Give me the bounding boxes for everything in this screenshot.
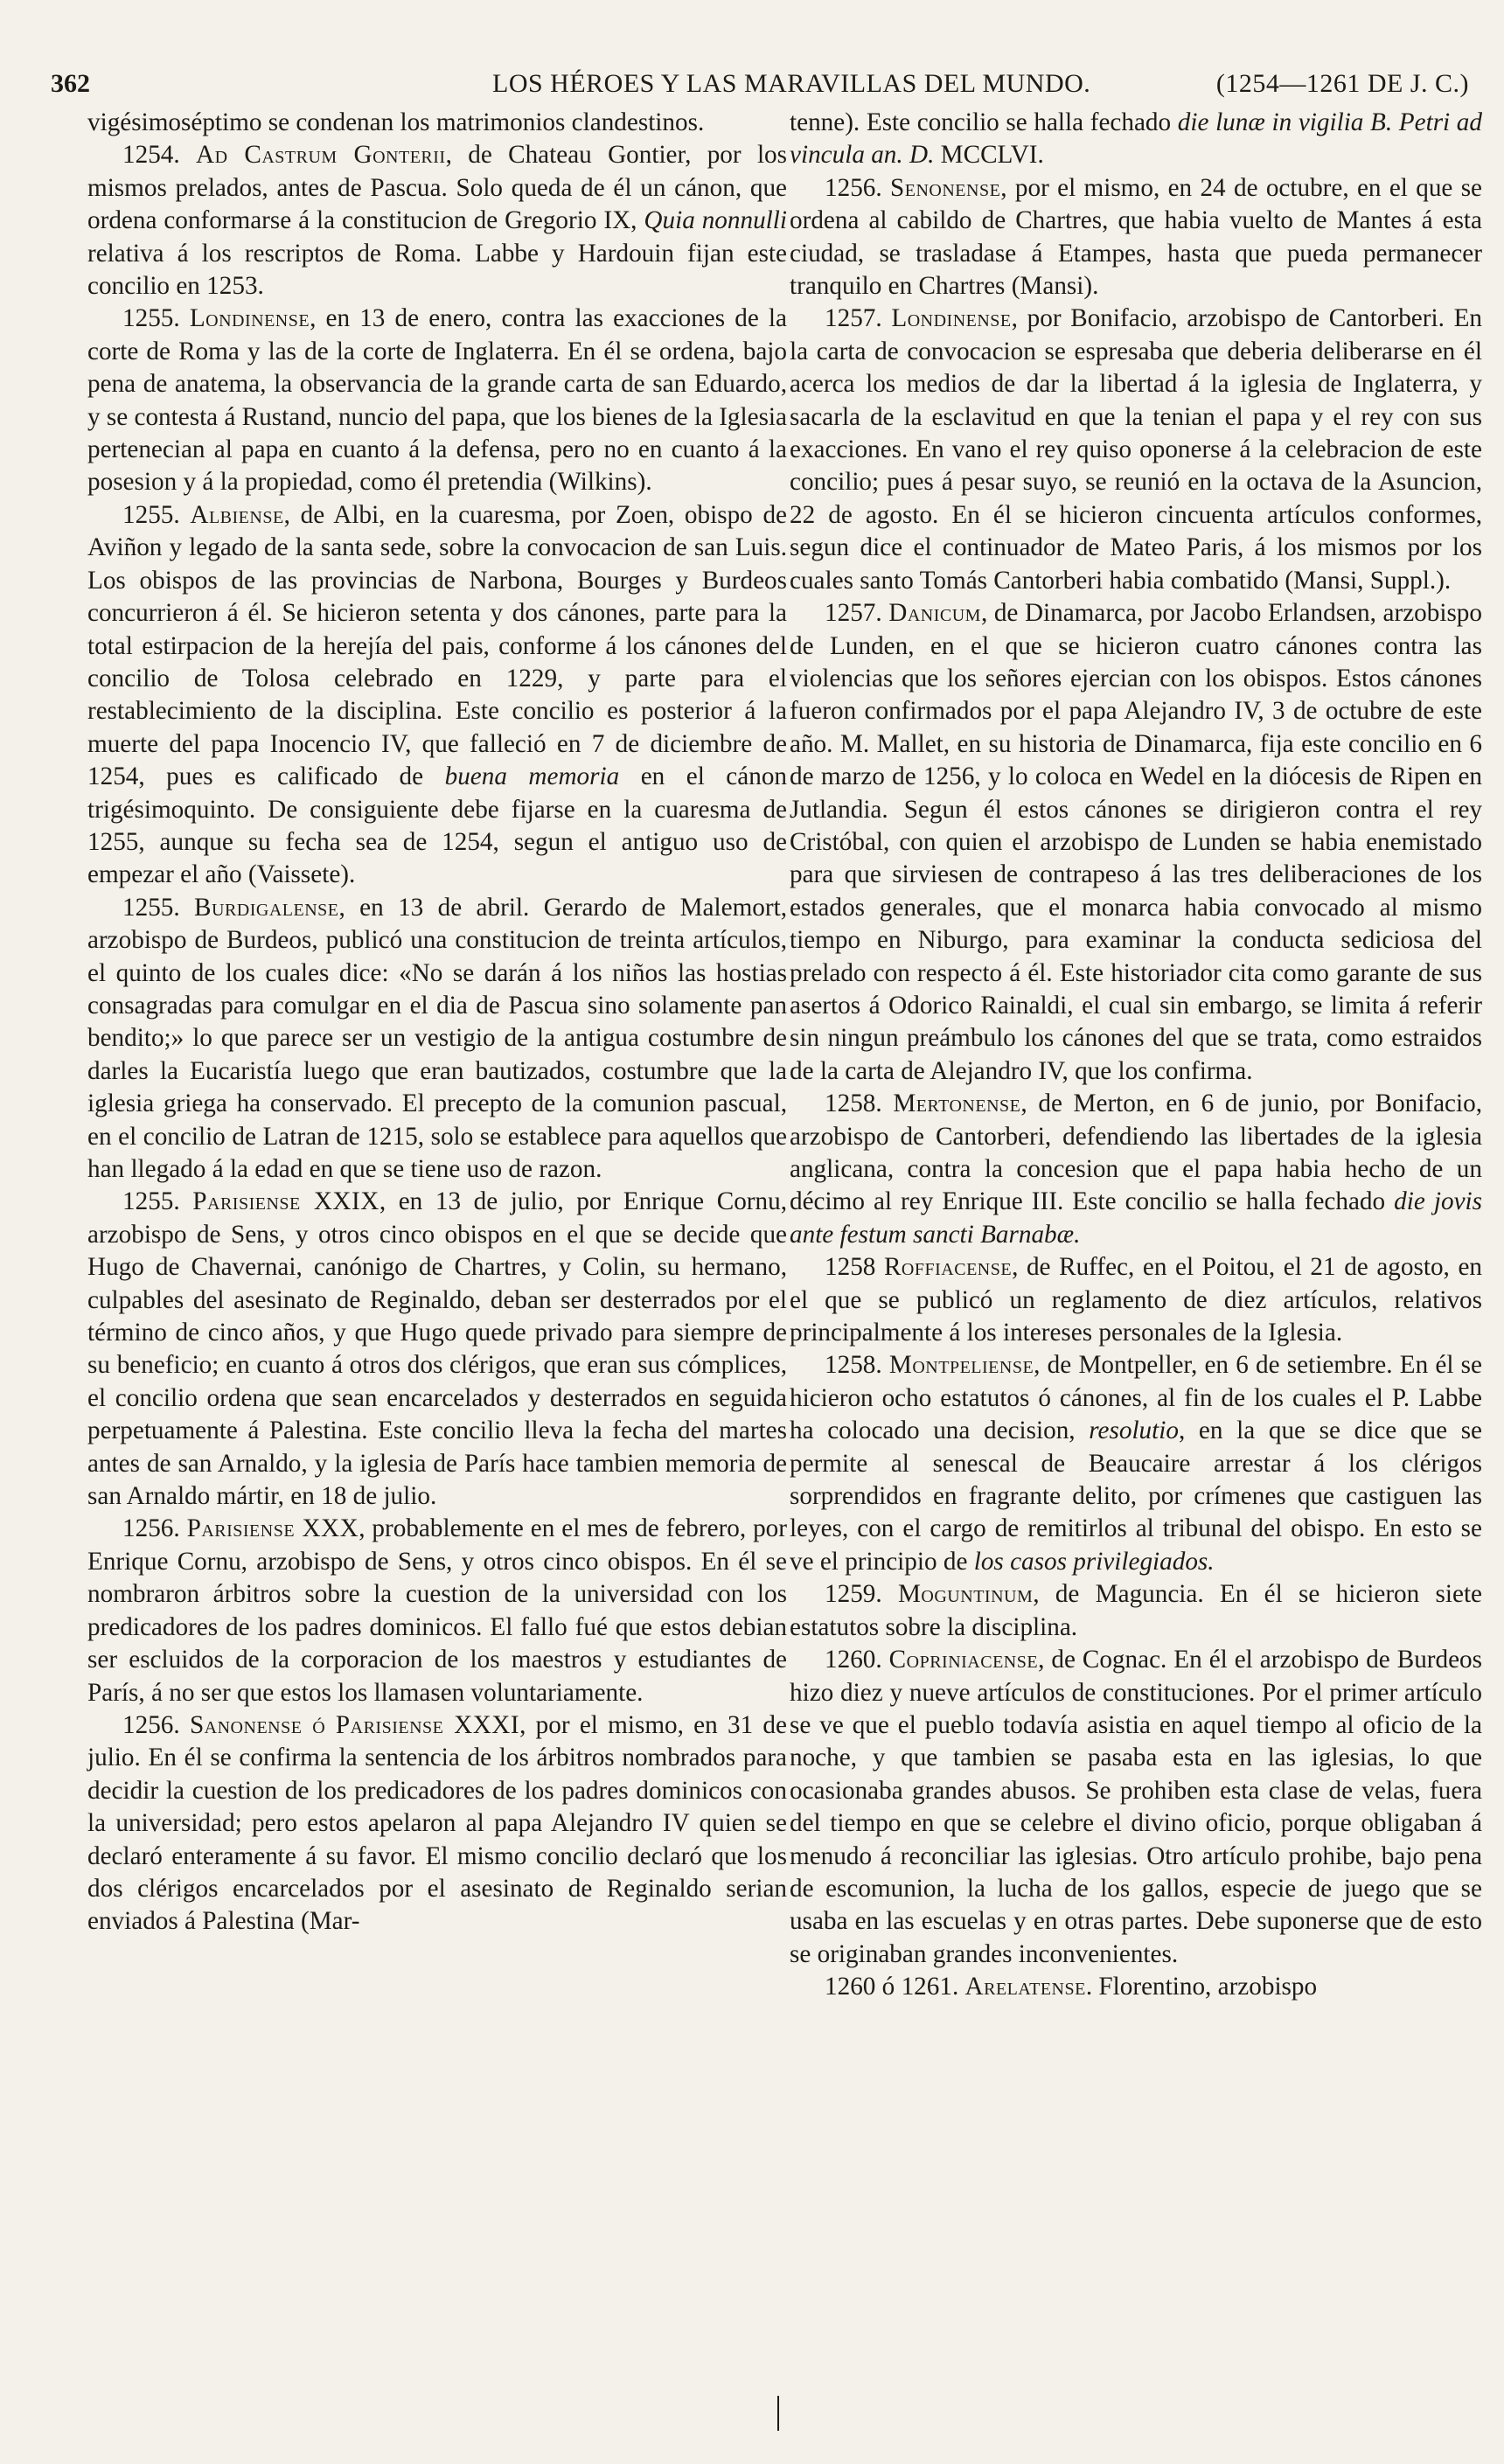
entry-year: 1258.: [825, 1351, 882, 1380]
paragraph-text: vigésimoséptimo se condenan los matrimonios clandestinos.: [87, 108, 705, 136]
council-entry: [87, 1186, 787, 1513]
council-entry: [790, 303, 1482, 597]
entry-text: , por Bonifacio, arzobispo de Cantorberi. En la carta de convocacion se espresaba que deberia deliberarse en él acerca los medios de dar la libertad á la iglesia de Inglaterra, y sacarla de la esclavitud en que la tenian el papa y el rey con sus exacciones. En vano el rey quiso oponerse á la celebracion de este concilio; pues á pesar suyo, se reunió en la octava de la Asuncion, 22 de agosto. En él se hicieron cincuenta artículos conformes, segun dice el continuador de Mateo Paris, á los mismos por los cuales santo Tomás Cantorberi habia combatido (Mansi, Suppl.).: [790, 304, 1483, 595]
entry-text: , de Chateau Gontier, por los mismos prelados, antes de Pascua. Solo queda de él un cánon, que ordena conformarse á la constitucion de Gregorio IX,: [87, 141, 788, 235]
entry-text: , de Maguncia. En él se hicieron siete estatutos sobre la disciplina.: [790, 1580, 1483, 1641]
council-name: Senonense: [890, 173, 1001, 202]
entry-text: MCCLVI.: [940, 141, 1044, 170]
entry-year: 1255.: [122, 500, 180, 529]
entry-text: , de Dinamarca, por Jacobo Erlandsen, arzobispo de Lunden, en el que se hicieron cuatro cánones contra las violencias que los señores ejercian con los obispos. Estos cánones fueron confirmados por el papa Alejandro IV, 3 de octubre de este año. M. Mallet, en su historia de Dinamarca, fija este concilio en 6 de marzo de 1256, y lo coloca en Wedel en la diócesis de Ripen en Jutlandia. Segun él estos cánones se dirigieron contra el rey Cristóbal, con quien el arzobispo de Lunden se habia enemistado para que sirviesen de contrapeso á las tres deliberaciones de los estados generales, que el monarca habia convocado al mismo tiempo en Niburgo, para examinar la conducta sediciosa del prelado con respecto á él. Este historiador cita como garante de sus asertos á Odorico Rainaldi, el cual sin embargo, se limita á referir sin ningun preámbulo los cánones del que se trata, como estraidos de la carta de Alejandro IV, que los confirma.: [790, 599, 1482, 1085]
council-entry: [790, 597, 1482, 1088]
italic-phrase: buena memoria: [444, 762, 620, 791]
entry-year: 1255.: [122, 304, 180, 333]
council-name: Albiense: [190, 500, 284, 529]
entry-text: en el cánon trigésimoquinto. De consiguiente debe fijarse en la cuaresma de 1255, aunque su fecha sea de 1254, segun el antiguo uso de empezar el año (Vaissete).: [87, 762, 788, 889]
latin-word: resolutio: [1089, 1416, 1179, 1445]
entry-text: tenne). Este concilio se halla fechado: [790, 108, 1172, 136]
latin-quote: die lunæ in vigilia B. Petri ad vincula an. D.: [790, 108, 1482, 170]
council-entry: [790, 1644, 1482, 1971]
entry-year: 1255.: [122, 893, 180, 922]
council-entry: [87, 139, 787, 303]
council-name: Mertonense: [893, 1089, 1021, 1118]
entry-text: relativa á los rescriptos de Roma. Labbe y Hardouin fijan este concilio en 1253.: [87, 239, 787, 301]
entry-text: , en 13 de enero, contra las exacciones de la corte de Roma y las de la corte de Inglaterra. En él se ordena, bajo pena de anatema, la observancia de la grande carta de san Eduardo, y se contesta á Rustand, nuncio del papa, que los bienes de la Iglesia pertenecian al papa en cuanto á la defensa, pero no en cuanto á la posesion y á la propiedad, como él pretendia (Wilkins).: [87, 304, 787, 497]
entry-year: 1258.: [825, 1089, 882, 1118]
entry-text: , en 13 de abril. Gerardo de Malemort, arzobispo de Burdeos, publicó una constitucion de treinta artículos, el quinto de los cuales dice: «No se darán á los niños las hostias consagradas para comulgar en el dia de Pascua sino solamente pan bendito;» lo que parece ser un vestigio de la antigua costumbre de darles la Eucaristía luego que eran bautizados, costumbre que la iglesia griega ha conservado. El precepto de la comunion pascual, en el concilio de Latran de 1215, solo se establece para aquellos que han llegado á la edad en que se tiene uso de razon.: [87, 893, 787, 1183]
council-entry: [790, 1971, 1482, 2003]
council-entry: [790, 172, 1482, 303]
entry-year: 1260.: [825, 1646, 882, 1674]
council-name: Parisiense XXX: [186, 1514, 359, 1543]
entry-year: 1255.: [122, 1187, 180, 1216]
council-entry: [790, 1251, 1482, 1349]
council-name: Ad Castrum Gonterii: [196, 141, 446, 170]
council-name: Sanonense ó Parisiense XXXI: [189, 1710, 520, 1739]
entry-year: 1257.: [825, 599, 882, 628]
council-name: Arelatense: [964, 1973, 1086, 2001]
council-name: Copriniacense: [888, 1646, 1039, 1674]
council-name: Londinense: [189, 304, 310, 333]
entry-text: . Florentino, arzobispo: [1085, 1973, 1318, 2001]
italic-phrase: los casos privilegiados.: [973, 1547, 1215, 1576]
council-entry: [790, 1088, 1482, 1251]
entry-text: , por el mismo, en 31 de julio. En él se confirma la sentencia de los árbitros nombrados para decidir la cuestion de los predicadores de los padres dominicos con la universidad; pero estos apelaron al papa Alejandro IV quien se declaró enteramente á su favor. El mismo concilio declaró que los dos clérigos encarcelados por el asesinato de Reginaldo serian enviados á Palestina (Mar-: [87, 1710, 787, 1936]
council-name: Moguntinum: [897, 1580, 1034, 1609]
entry-year: 1256.: [825, 173, 882, 202]
council-name: Parisiense XXIX: [192, 1187, 379, 1216]
council-entry: [790, 1578, 1482, 1644]
council-name: Burdigalense: [194, 893, 339, 922]
entry-text: , probablemente en el mes de febrero, por Enrique Cornu, arzobispo de Sens, y otros cinco obispos. En él se nombraron árbitros sobre la cuestion de la universidad con los predicadores de los padres dominicos. El fallo fué que estos debian ser escluidos de la corporacion de los maestros y estudiantes de París, á no ser que estos los llamasen voluntariamente.: [87, 1514, 787, 1707]
entry-year: 1260 ó 1261.: [825, 1973, 959, 2001]
paragraph: [87, 107, 787, 139]
council-name: Roffiacense: [883, 1253, 1013, 1282]
council-name: Montpeliense: [888, 1351, 1034, 1380]
entry-text: , en 13 de julio, por Enrique Cornu, arzobispo de Sens, y otros cinco obispos en el que se decide que Hugo de Chavernai, canónigo de Chartres, y Colin, su hermano, culpables del asesinato de Reginaldo, deban ser desterrados por el término de cinco años, y que Hugo quede privado para siempre de su beneficio; en cuanto á otros dos clérigos, que eran sus cómplices, el concilio ordena que sean encarcelados y desterrados en seguida perpetuamente á Palestina. Este concilio lleva la fecha del martes antes de san Arnaldo, y la iglesia de París hace tambien memoria de san Arnaldo mártir, en 18 de julio.: [87, 1187, 788, 1511]
page-number: 362: [51, 69, 90, 98]
council-entry: [87, 499, 787, 892]
running-header: [51, 65, 1469, 103]
entry-text: , de Cognac. En él el arzobispo de Burdeos hizo diez y nueve artículos de constituciones. Por el primer artículo se ve que el pueblo todavía asistia en aquel tiempo al oficio de la noche, y que tambien se pasaba esta en las iglesias, lo que ocasionaba grandes abusos. Se prohiben esta clase de velas, fuera del tiempo en que se celebre el divino oficio, porque obligaban á menudo á reconciliar las iglesias. Otro artículo prohibe, bajo pena de escomunion, la lucha de los gallos, especie de juego que se usaba en las escuelas y en otras partes. Debe suponerse que de esto se originaban grandes inconvenientes.: [790, 1646, 1483, 1968]
entry-text: , de Ruffec, en el Poitou, el 21 de agosto, en el que se publicó un reglamento de diez artículos, relativos principalmente á los intereses personales de la Iglesia.: [790, 1253, 1482, 1347]
council-entry: [87, 1513, 787, 1709]
year-range: (1254—1261 DE J. C.): [1215, 69, 1469, 98]
left-column: [87, 107, 787, 1938]
paragraph: [790, 107, 1482, 172]
entry-year: 1258: [825, 1253, 876, 1282]
council-entry: [790, 1349, 1482, 1578]
entry-text: , de Albi, en la cuaresma, por Zoen, obispo de Aviñon y legado de la santa sede, sobre la convocacion de san Luis. Los obispos de las provincias de Narbona, Bourges y Burdeos concurrieron á él. Se hicieron setenta y dos cánones, parte para la total estirpacion de la herejía del pais, conforme á los cánones del concilio de Tolosa celebrado en 1229, y parte para el restablecimiento de la disciplina. Este concilio es posterior á la muerte del papa Inocencio IV, que falleció en 7 de diciembre de 1254, pues es calificado de: [87, 500, 788, 791]
book-title: LOS HÉROES Y LAS MARAVILLAS DEL MUNDO.: [492, 69, 1091, 98]
entry-year: 1256.: [122, 1710, 180, 1739]
column-divider: [777, 2396, 779, 2431]
entry-year: 1257.: [825, 304, 882, 333]
entry-year: 1254.: [122, 141, 180, 170]
entry-text: , en la que se dice que se permite al senescal de Beaucaire arrestar á los clérigos sorprendidos en fragrante delito, por crímenes que castiguen las leyes, con el cargo de remitirlos al tribunal del obispo. En esto se ve el principio de: [790, 1416, 1483, 1576]
entry-text: , de Montpeller, en 6 de setiembre. En él se hicieron ocho estatutos ó cánones, al fin de los cuales el P. Labbe ha colocado una decision,: [790, 1351, 1482, 1445]
council-entry: [87, 892, 787, 1187]
latin-quote: die jovis ante festum sancti Barnabæ.: [790, 1187, 1482, 1249]
latin-quote: Quia nonnulli: [644, 206, 788, 235]
entry-year: 1256.: [122, 1514, 180, 1543]
entry-year: 1259.: [825, 1580, 882, 1609]
right-column: [790, 107, 1482, 2004]
council-name: Londinense: [891, 304, 1012, 333]
entry-text: , por el mismo, en 24 de octubre, en el que se ordena al cabildo de Chartres, que habia vuelto de Mantes á esta ciudad, se trasladase á Etampes, hasta que pueda permanecer tranquilo en Chartres (Mansi).: [790, 173, 1483, 301]
entry-text: , de Merton, en 6 de junio, por Bonifacio, arzobispo de Cantorberi, defendiendo las libertades de la iglesia anglicana, contra la concesion que el papa habia hecho de un décimo al rey Enrique III. Este concilio se halla fechado: [790, 1089, 1482, 1216]
council-entry: [87, 1709, 787, 1938]
council-name: Danicum: [888, 599, 981, 628]
council-entry: [87, 303, 787, 498]
